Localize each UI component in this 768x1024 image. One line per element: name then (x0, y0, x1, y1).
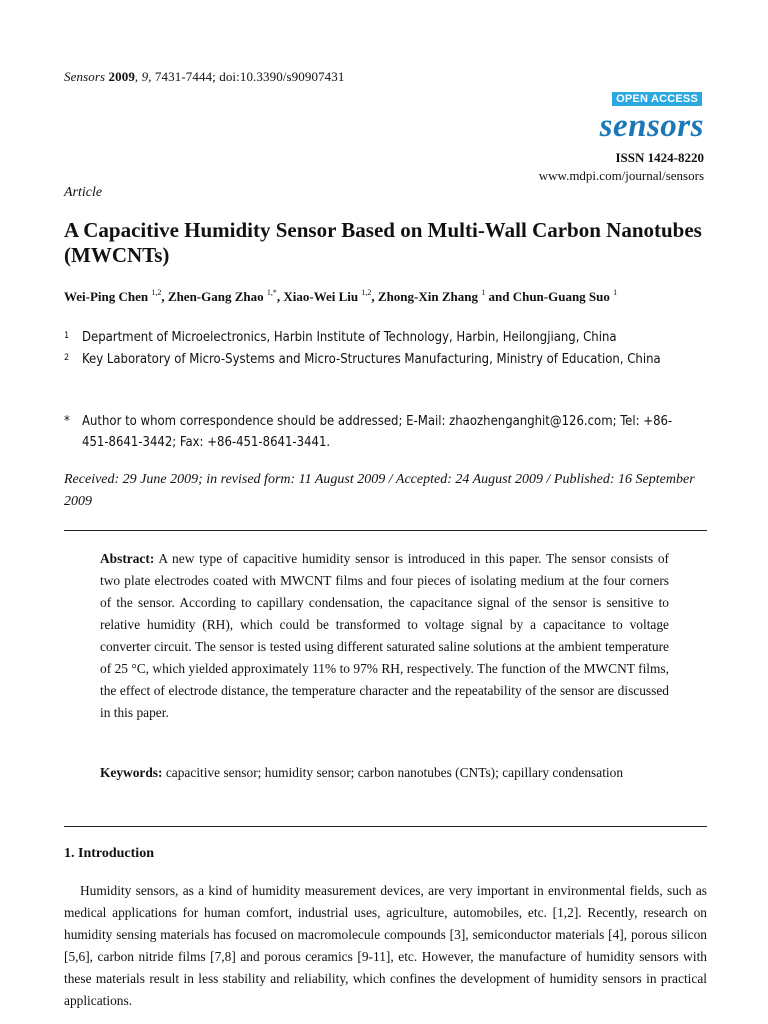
author: Zhong-Xin Zhang $^1$ and (377, 288, 513, 304)
author-list (64, 288, 617, 305)
abstract-label: Abstract: (100, 551, 155, 566)
paper-title: A Capacitive Humidity Sensor Based on Multi-Wall Carbon Nanotubes (MWCNTs) (64, 218, 702, 267)
correspondence-text: Author to whom correspondence should be addressed; E-Mail: zhaozhenganghit@126.com; Tel: +86-451-8641-3442; Fax: +86-451-8641-3441. (82, 414, 673, 450)
journal-logo: sensors (599, 108, 704, 144)
keywords-text: capacitive sensor; humidity sensor; carbon nanotubes (CNTs); capillary condensation (165, 765, 624, 780)
divider-top (64, 530, 707, 531)
citation-pages-doi: , 7431-7444; doi:10.3390/s90907431 (148, 69, 345, 84)
abstract-text: A new type of capacitive humidity sensor is introduced in this paper. The sensor consists of two plate electrodes coated with MWCNT films and four pieces of isolating medium at the four corners of the sensor. According to capillary condensation, the capacitance signal of the sensor is sensitive to relative humidity (RH), which could be transformed to voltage signal by a capacitance to voltage converter circuit. The sensor is tested using different saturated saline solutions at the ambient temperature of 25 °C, which yielded approximately 11% to 97% RH, respectively. The function of the MWCNT films, the effect of electrode distance, the temperature character and the repeatability of the sensor are discussed in this paper. (100, 551, 669, 720)
author: Xiao-Wei Liu $^{1,2}$, (283, 288, 378, 304)
citation-journal: Sensors (64, 69, 106, 84)
publication-dates: Received: 29 June 2009; in revised form: 11 August 2009 / Accepted: 24 August 2009 / Published: 16 September 2009 (64, 472, 695, 509)
intro-paragraph: Humidity sensors, as a kind of humidity measurement devices, are very important in environmental fields, such as medical applications for human comfort, industrial uses, agriculture, automobiles, etc. [1,2]. Recently, research on humidity sensing materials has focused on macromolecule compounds [3], semiconductor materials [4], porous silicon [5,6], carbon nitride films [7,8] and porous ceramics [9-11], etc. However, the manufacture of humidity sensors with these materials result in less stability and reliability, which confines the development of humidity sensors in practical applications. (64, 883, 707, 1008)
open-access-badge: OPEN ACCESS (612, 92, 702, 106)
keywords (100, 762, 669, 784)
abstract (100, 548, 669, 724)
journal-url[interactable]: www.mdpi.com/journal/sensors (538, 168, 704, 183)
author: Wei-Ping Chen $^{1,2}$, (64, 288, 168, 304)
citation-year: 2009 (108, 69, 135, 84)
section-heading: 1. Introduction (64, 846, 154, 861)
citation-line: Sensors 2009, 9, 7431-7444; doi:10.3390/s90907431 (64, 69, 345, 84)
issn: ISSN 1424-8220 (615, 150, 704, 165)
affiliation-number: 1 (64, 331, 70, 341)
keywords-label: Keywords: (100, 765, 163, 780)
affiliation-number: 2 (64, 353, 70, 363)
author: Zhen-Gang Zhao $^{1,*}$, (167, 288, 284, 304)
affiliation-text: Department of Microelectronics, Harbin Institute of Technology, Harbin, Heilongjiang, China (82, 330, 617, 345)
divider-bottom (64, 826, 707, 827)
correspondence-mark: * (64, 414, 70, 429)
citation-volume: 9 (141, 69, 149, 84)
author: Chun-Guang Suo $^1$ (512, 288, 618, 304)
article-type: Article (64, 185, 103, 200)
affiliation-text: Key Laboratory of Micro-Systems and Micro-Structures Manufacturing, Ministry of Education, China (82, 352, 661, 367)
